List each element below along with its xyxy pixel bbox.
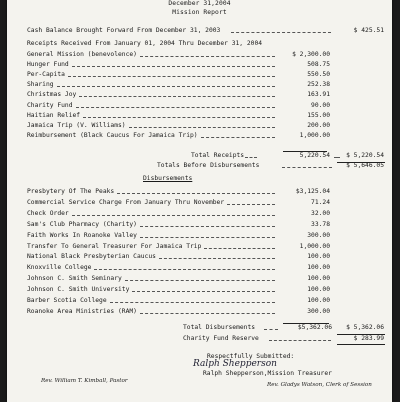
- receipts-amount: 252.38: [307, 81, 330, 89]
- disbursements-label: Sam's Club Pharmacy (Charity): [27, 220, 137, 228]
- leader-line: [79, 96, 275, 97]
- disbursements-label: Presbytery Of The Peaks: [27, 188, 115, 195]
- receipts-heading: Receipts Received From January 01, 2004 Thru December 31, 2004: [27, 40, 263, 47]
- leader-line: [269, 340, 331, 341]
- respectfully-submitted: Respectfully Submitted:: [207, 353, 295, 360]
- disbursements-amount: 300.00: [307, 231, 330, 239]
- charity-reserve-amount: $ 283.99: [353, 335, 384, 342]
- leader-line: [68, 76, 275, 77]
- disbursements-amount: 100.00: [307, 297, 330, 304]
- leader-line: [159, 258, 275, 259]
- disbursements-amount: 1,000.00: [299, 242, 330, 250]
- charity-reserve-label: Charity Fund Reserve: [183, 335, 259, 342]
- leader-line: [110, 302, 275, 303]
- leader-line: [57, 86, 275, 87]
- disbursements-label: Johnson C. Smith University: [27, 286, 130, 294]
- disbursements-amount: 300.00: [307, 307, 330, 315]
- receipts-amount: $ 2,300.00: [292, 51, 330, 58]
- pastor-name: Rev. William T. Kimball, Pastor: [41, 378, 128, 384]
- disbursements-label: Roanoke Area Ministries (RAM): [27, 307, 137, 315]
- leader-line: [83, 117, 275, 118]
- receipts-amount: 90.00: [311, 101, 330, 109]
- disbursements-amount: 100.00: [307, 264, 330, 272]
- receipts-amount: 1,000.00: [299, 131, 330, 139]
- receipts-label: Jamaica Trip (V. Williams): [27, 121, 126, 129]
- receipts-label: Sharing: [27, 81, 54, 89]
- leader-line: [72, 215, 275, 216]
- disbursements-label: Johnson C. Smith Seminary: [27, 275, 122, 283]
- leader-line: [204, 248, 275, 249]
- receipts-label: Christmas Joy: [27, 91, 77, 99]
- leader-line: [117, 193, 275, 194]
- receipts-label: Hunger Fund: [27, 61, 69, 69]
- total-disbursements-right: $ 5,362.06: [346, 324, 384, 331]
- leader-line: [125, 280, 275, 281]
- disbursements-label: Transfer To General Treasurer For Jamaica Trip: [27, 242, 202, 250]
- total-disbursements-label: Total Disbursements: [183, 324, 256, 331]
- cash-balance-label: Cash Balance Brought Forward From December 31, 2003: [27, 27, 221, 34]
- disbursements-amount: 71.24: [311, 198, 330, 206]
- receipts-amount: 550.50: [307, 71, 330, 79]
- receipts-amount: 155.00: [307, 111, 330, 119]
- receipts-label: Haitian Relief: [27, 111, 81, 119]
- disbursements-amount: 33.78: [311, 220, 330, 228]
- underline: [337, 344, 385, 345]
- totals-before-label: Totals Before Disbursements: [157, 162, 260, 169]
- receipts-label: Reimbursement (Black Caucus For Jamaica Trip): [27, 131, 198, 139]
- receipts-label: Charity Fund: [27, 101, 73, 109]
- leader-line: [129, 127, 275, 128]
- disbursements-label: Knoxville College: [27, 264, 92, 272]
- receipts-label: Per-Capita: [27, 71, 65, 79]
- receipts-amount: 200.00: [307, 121, 330, 129]
- leader-line: [282, 167, 332, 168]
- total-receipts-label: Total Receipts: [191, 152, 245, 159]
- leader-line: [94, 269, 275, 270]
- clerk-name: Rev. Gladys Watson, Clerk of Session: [267, 382, 372, 388]
- disbursements-amount: 100.00: [307, 286, 330, 294]
- receipts-amount: 163.91: [307, 91, 330, 99]
- leader-line: [264, 329, 278, 330]
- leader-line: [76, 107, 275, 108]
- report-title: Mission Report: [172, 9, 227, 16]
- leader-line: [140, 237, 275, 238]
- disbursements-amount: 100.00: [307, 253, 330, 261]
- leader-line: [227, 204, 275, 205]
- leader-line: [140, 56, 275, 57]
- report-date: December 31,2004: [168, 0, 231, 7]
- total-disbursements-amount: $5,362.06: [297, 324, 332, 331]
- leader-line: [132, 291, 275, 292]
- disbursements-label: Barber Scotia College: [27, 297, 107, 304]
- leader-line: [334, 157, 340, 158]
- receipts-amount: 508.75: [307, 61, 330, 69]
- leader-line: [140, 313, 275, 314]
- disbursements-label: Check Order: [27, 209, 69, 217]
- document-page: [7, 0, 392, 402]
- treasurer-signature: Ralph Shepperson: [193, 359, 277, 369]
- cash-balance-amount: $ 425.51: [353, 27, 384, 34]
- treasurer-name: Ralph Shepperson,Mission Treasurer: [203, 370, 332, 377]
- leader-line: [245, 157, 257, 158]
- disbursements-amount: 32.00: [311, 209, 330, 217]
- total-receipts-amount: 5,220.54: [299, 152, 330, 159]
- leader-line: [201, 137, 275, 138]
- disbursements-label: Commercial Service Charge From January Thru November: [27, 198, 225, 206]
- leader-line: [140, 226, 275, 227]
- disbursements-amount: $3,125.04: [295, 188, 330, 195]
- disbursements-label: Faith Works In Roanoke Valley: [27, 231, 137, 239]
- disbursements-amount: 100.00: [307, 275, 330, 283]
- receipts-label: General Mission (benevolence): [27, 51, 137, 58]
- disbursements-heading: Disbursements: [143, 175, 193, 182]
- disbursements-label: National Black Presbyterian Caucus: [27, 253, 156, 261]
- totals-before-amount: $ 5,646.05: [346, 162, 384, 169]
- leader-line: [231, 32, 331, 33]
- total-receipts-right: $ 5,220.54: [346, 152, 384, 159]
- leader-line: [72, 66, 275, 67]
